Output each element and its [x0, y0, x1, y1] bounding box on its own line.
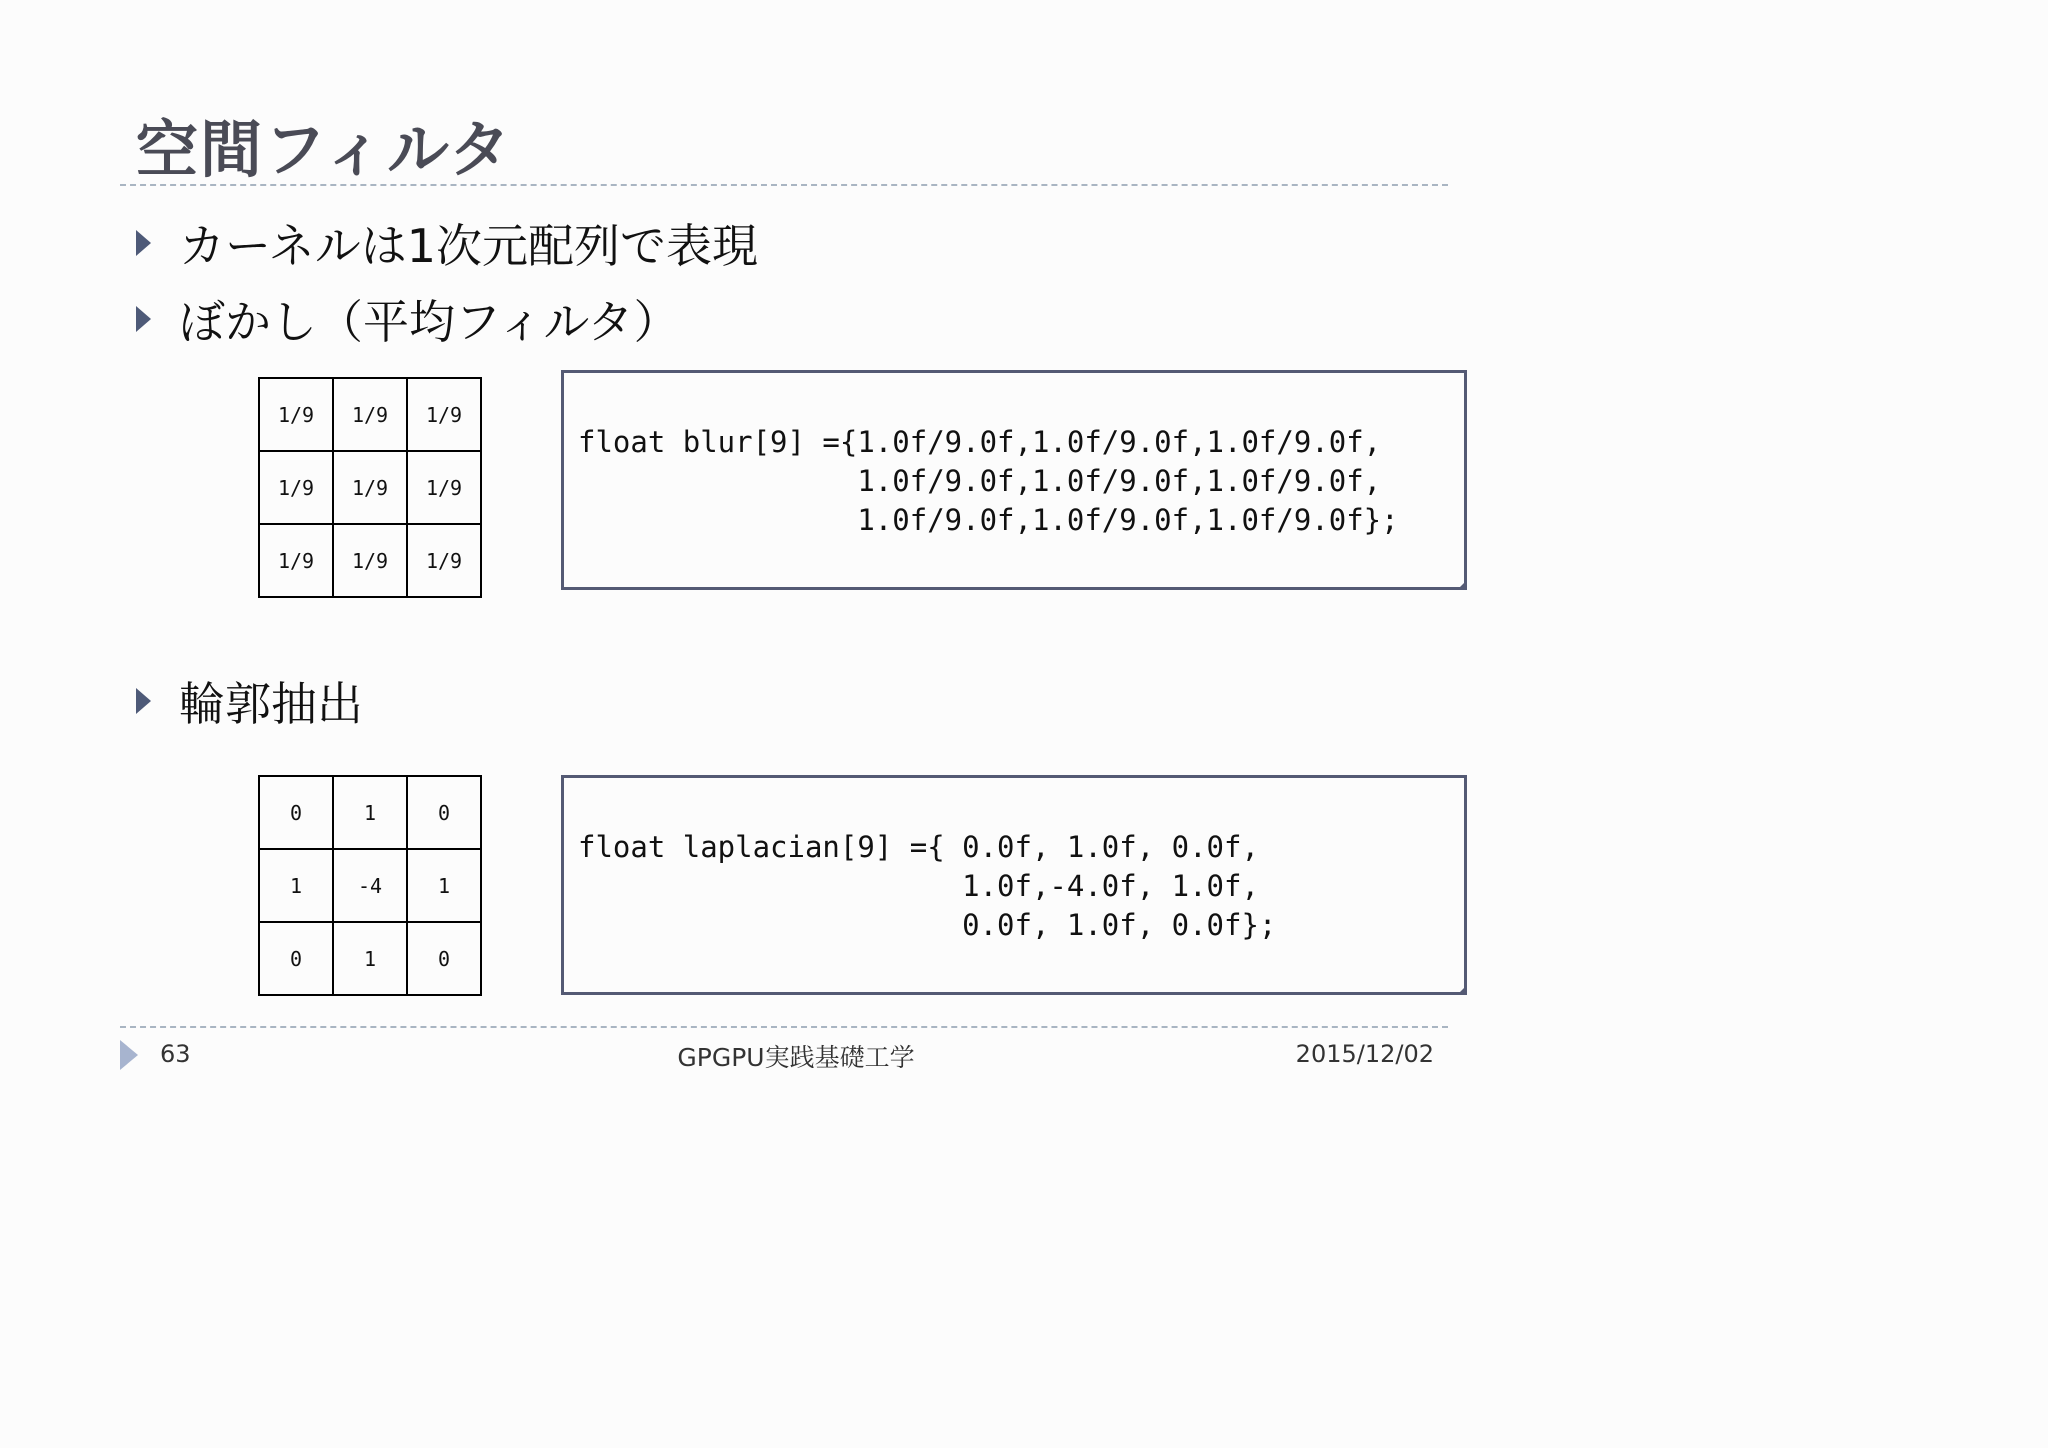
kernel-cell: 0: [407, 922, 481, 995]
bullet-triangle-icon: [136, 306, 151, 332]
laplacian-code-box: [561, 775, 1467, 995]
kernel-row: [259, 524, 481, 597]
kernel-cell: 1/9: [407, 524, 481, 597]
kernel-cell: 1: [333, 776, 407, 849]
bullet-text: 輪郭抽出: [179, 677, 363, 731]
laplacian-code: float laplacian[9] ={ 0.0f, 1.0f, 0.0f, 1.0f,-4.0f, 1.0f, 0.0f, 1.0f, 0.0f};: [578, 830, 1277, 942]
kernel-cell: 1/9: [259, 451, 333, 524]
blur-kernel-grid: [258, 377, 482, 598]
kernel-cell: 0: [259, 776, 333, 849]
bullet-text: ぼかし（平均フィルタ）: [179, 295, 680, 349]
kernel-cell: 1: [407, 849, 481, 922]
bullet-text: カーネルは1次元配列で表現: [179, 219, 758, 273]
slide-title: 空間フィルタ: [136, 113, 513, 186]
blur-code-box: [561, 370, 1467, 590]
kernel-row: [259, 451, 481, 524]
bullet-kernel-1d: [136, 210, 758, 276]
kernel-cell: -4: [333, 849, 407, 922]
title-divider: [120, 184, 1448, 186]
kernel-cell: 1/9: [259, 378, 333, 451]
kernel-cell: 0: [407, 776, 481, 849]
bullet-triangle-icon: [136, 688, 151, 714]
footer-divider: [120, 1026, 1448, 1028]
kernel-row: [259, 849, 481, 922]
kernel-cell: 1/9: [333, 451, 407, 524]
kernel-row: [259, 378, 481, 451]
kernel-cell: 1/9: [333, 378, 407, 451]
bullet-blur: [136, 286, 679, 352]
kernel-cell: 0: [259, 922, 333, 995]
kernel-row: [259, 922, 481, 995]
kernel-cell: 1/9: [259, 524, 333, 597]
kernel-cell: 1/9: [407, 451, 481, 524]
laplacian-kernel-grid: [258, 775, 482, 996]
bullet-edge-detection: [136, 668, 363, 734]
bullet-triangle-icon: [136, 230, 151, 256]
kernel-cell: 1/9: [407, 378, 481, 451]
kernel-cell: 1: [259, 849, 333, 922]
kernel-cell: 1/9: [333, 524, 407, 597]
kernel-cell: 1: [333, 922, 407, 995]
slide-date: 2015/12/02: [1295, 1040, 1434, 1068]
course-name: GPGPU実践基礎工学: [677, 1043, 915, 1072]
blur-code: float blur[9] ={1.0f/9.0f,1.0f/9.0f,1.0f/9.0f, 1.0f/9.0f,1.0f/9.0f,1.0f/9.0f, 1.0f/9.0f,1.0f/9.0f,1.0f/9.0f};: [578, 425, 1399, 537]
page-number: 63: [160, 1040, 191, 1068]
kernel-row: [259, 776, 481, 849]
